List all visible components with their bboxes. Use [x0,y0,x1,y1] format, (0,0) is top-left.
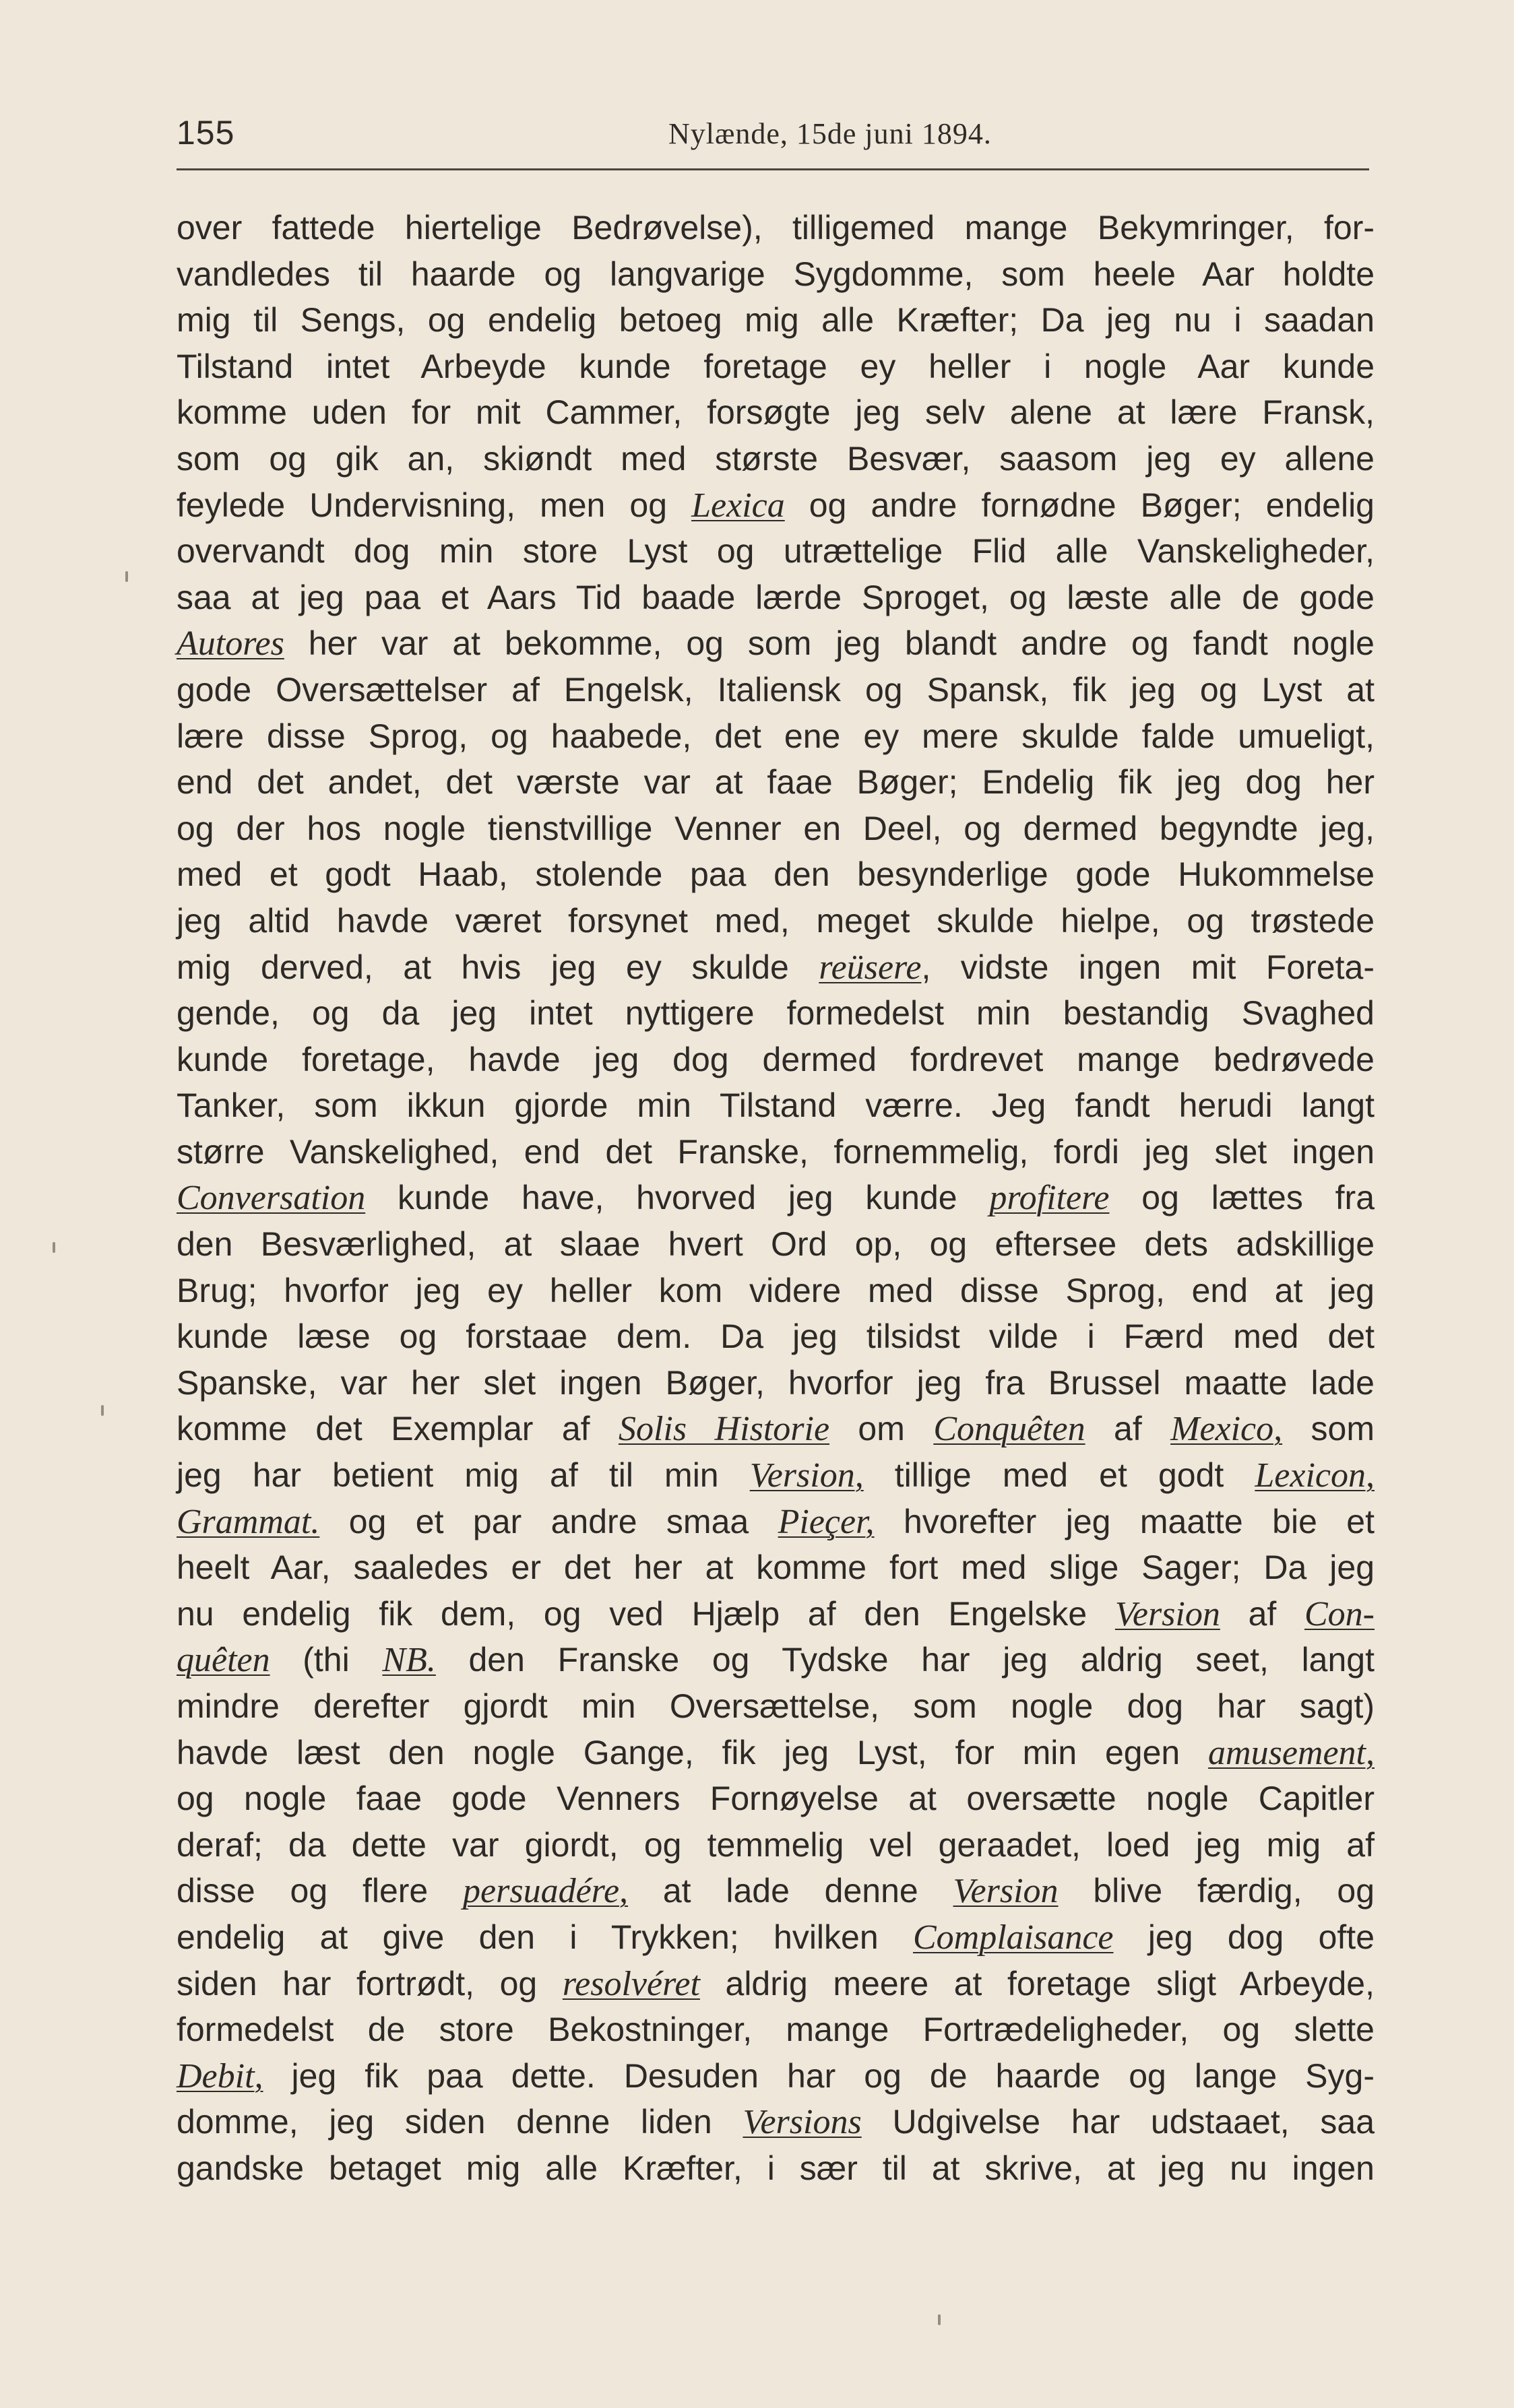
text-line: end det andet, det værste var at faae Bøger; Endelig fik jeg dog her [177,763,1375,802]
text-line: gandske betaget mig alle Kræfter, i sær til at skrive, at jeg nu ingen [177,2149,1375,2187]
text-line: gende, og da jeg intet nyttigere formedelst min bestandig Svaghed [177,994,1375,1033]
text-line: Conversation kunde have, hvorved jeg kunde profitere og lættes fra [177,1179,1375,1218]
text-line: saa at jeg paa et Aars Tid baade lærde Sproget, og læste alle de gode [177,578,1375,616]
text-line: Debit, jeg fik paa dette. Desuden har og de haarde og lange Syg- [177,2056,1375,2095]
text-line: komme det Exemplar af Solis Historie om Conquêten af Mexico, som [177,1410,1375,1449]
text-line: heelt Aar, saaledes er det her at komme fort med slige Sager; Da jeg [177,1549,1375,1587]
text-line: gode Oversættelser af Engelsk, Italiensk og Spansk, fik jeg og Lyst at [177,670,1375,709]
text-line: vandledes til haarde og langvarige Sygdomme, som heele Aar holdte [177,255,1375,293]
text-line: lære disse Sprog, og haabede, det ene ey mere skulde falde umueligt, [177,717,1375,755]
text-line: feylede Undervisning, men og Lexica og andre fornødne Bøger; endelig [177,486,1375,525]
text-line: den Besværlighed, at slaae hvert Ord op, og eftersee dets adskillige [177,1225,1375,1264]
text-line: formedelst de store Bekostninger, mange Fortrædeligheder, og slette [177,2011,1375,2049]
page-header [177,113,1369,170]
text-line: og nogle faae gode Venners Fornøyelse at oversætte nogle Capitler [177,1780,1375,1818]
text-line: og der hos nogle tienstvillige Venner en Deel, og dermed begyndte jeg, [177,809,1375,847]
text-line: mindre derefter gjordt min Oversættelse, som nogle dog har sagt) [177,1687,1375,1725]
text-line: mig derved, at hvis jeg ey skulde reüsere, vidste ingen mit Foreta- [177,948,1375,987]
text-line: Spanske, var her slet ingen Bøger, hvorfor jeg fra Brussel maatte lade [177,1363,1375,1402]
text-line: Autores her var at bekomme, og som jeg blandt andre og fandt nogle [177,624,1375,663]
text-line: nu endelig fik dem, og ved Hjælp af den Engelske Version af Con- [177,1594,1375,1633]
text-line: overvandt dog min store Lyst og utrættelige Flid alle Vanskeligheder, [177,532,1375,571]
running-title: Nylænde, 15de juni 1894. [668,117,992,150]
text-line: med et godt Haab, stolende paa den besynderlige gode Hukommelse [177,855,1375,894]
text-line: quêten (thi NB. den Franske og Tydske har jeg aldrig seet, langt [177,1641,1375,1680]
text-line: havde læst den nogle Gange, fik jeg Lyst, for min egen amusement, [177,1733,1375,1772]
text-line: kunde læse og forstaae dem. Da jeg tilsidst vilde i Færd med det [177,1317,1375,1356]
text-line: som og gik an, skiøndt med største Besvær, saasom jeg ey allene [177,439,1375,478]
text-line: disse og flere persuadére, at lade denne Version blive færdig, og [177,1872,1375,1911]
text-line: mig til Sengs, og endelig betoeg mig alle Kræfter; Da jeg nu i saadan [177,301,1375,339]
paper-speck [938,2314,941,2325]
text-line: deraf; da dette var giordt, og temmelig vel geraadet, loed jeg mig af [177,1825,1375,1864]
text-line: Tilstand intet Arbeyde kunde foretage ey heller i nogle Aar kunde [177,347,1375,385]
text-line: siden har fortrødt, og resolvéret aldrig meere at foretage sligt Arbeyde, [177,1964,1375,2003]
paper-speck [125,571,128,582]
text-line: domme, jeg siden denne liden Versions Udgivelse har udstaaet, saa [177,2103,1375,2142]
text-line: endelig at give den i Trykken; hvilken Complaisance jeg dog ofte [177,1918,1375,1957]
paper-speck [101,1405,104,1416]
text-line: jeg har betient mig af til min Version, tillige med et godt Lexicon, [177,1456,1375,1495]
text-line: større Vanskelighed, end det Franske, fornemmelig, fordi jeg slet ingen [177,1132,1375,1171]
text-line: jeg altid havde været forsynet med, meget skulde hielpe, og trøstede [177,901,1375,940]
paper-speck [53,1242,55,1253]
text-line: kunde foretage, havde jeg dog dermed fordrevet mange bedrøvede [177,1040,1375,1078]
main-paragraph [177,205,1375,2192]
text-line: komme uden for mit Cammer, forsøgte jeg selv alene at lære Fransk, [177,393,1375,432]
text-line: Grammat. og et par andre smaa Pieçer, hvorefter jeg maatte bie et [177,1502,1375,1541]
text-line: over fattede hiertelige Bedrøvelse), tilligemed mange Bekymringer, for- [177,209,1375,247]
page-number: 155 [177,114,235,152]
text-line: Brug; hvorfor jeg ey heller kom videre med disse Sprog, end at jeg [177,1271,1375,1309]
text-line: Tanker, som ikkun gjorde min Tilstand værre. Jeg fandt herudi langt [177,1086,1375,1125]
